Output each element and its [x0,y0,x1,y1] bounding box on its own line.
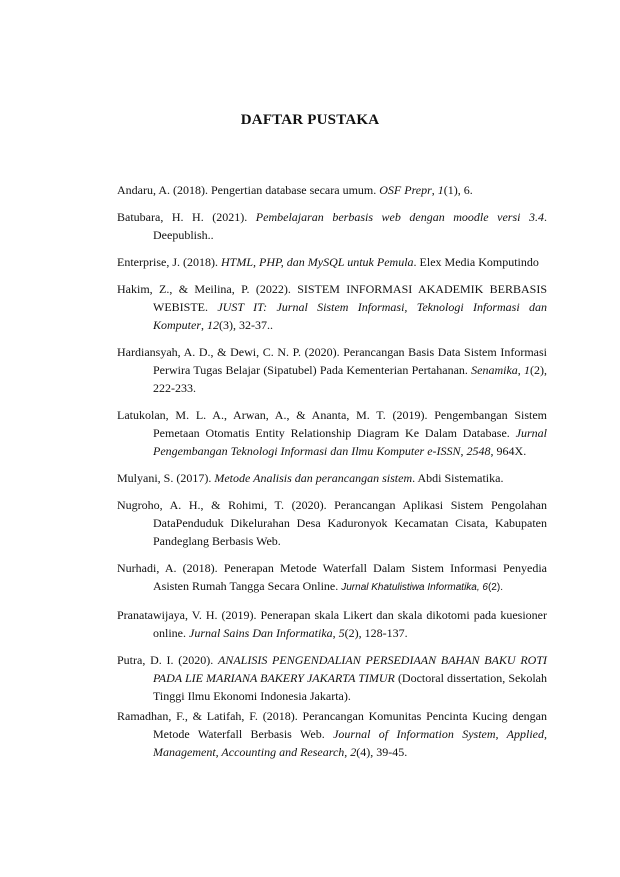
reference-italic-text: 12 [207,318,219,332]
reference-text: (4), 39-45. [356,745,408,759]
reference-text: (1), 6. [443,183,473,197]
reference-italic-text: 2548 [466,444,491,458]
reference-italic-text: Metode Analisis dan perancangan sistem [214,471,413,485]
reference-italic-text: ANALISIS PENGENDALIAN PERSEDIAAN BAHAN BAKU ROTI PADA LIE MARIANA BAKERY JAKARTA TIMUR [153,653,548,685]
reference-entry [117,707,547,761]
reference-entry [117,181,547,199]
reference-entry [117,343,547,397]
reference-text: (2). [487,582,503,593]
reference-text: (2), 222-233. [153,363,548,395]
reference-entry [117,469,547,487]
reference-text: , [332,626,339,640]
reference-text: . Elex Media Komputindo [413,255,539,269]
page-title: DAFTAR PUSTAKA [240,112,380,128]
reference-italic-text: 1 [524,363,531,377]
reference-text: Nugroho, A. H., & Rohimi, T. (2020). Perancangan Aplikasi Sistem Pengolahan DataPenduduk Dikelurahan Desa Kaduronyok Kecamatan Cisata, Kabupaten Pandeglang Berbasis Web. [117,498,547,548]
reference-text: . Abdi Sistematika. [412,471,504,485]
reference-list [117,181,547,770]
reference-entry [117,559,547,597]
reference-text: , [431,183,438,197]
reference-italic-text: HTML, PHP, dan MySQL untuk Pemula [220,255,414,269]
reference-italic-text: Jurnal Pengembangan Teknologi Informasi dan Ilmu Komputer e-ISSN [153,426,547,458]
reference-text: , [460,444,467,458]
reference-italic-text: 5 [338,626,345,640]
reference-italic-text: Pembelajaran berbasis web dengan moodle versi 3.4 [255,210,544,224]
reference-italic-text: Senamika [471,363,518,377]
reference-text: Batubara, H. H. (2021). [117,210,256,224]
reference-text: Hakim, Z., & Meilina, P. (2022). SISTEM INFORMASI AKADEMIK BERBASIS WEBISTE. [117,282,547,314]
reference-text: Mulyani, S. (2017). [117,471,215,485]
reference-text: Putra, D. I. (2020). [117,653,218,667]
reference-entry [117,606,547,642]
reference-text: (3), 32-37.. [219,318,273,332]
reference-italic-text: 1 [437,183,444,197]
reference-entry [117,280,547,334]
reference-text: Latukolan, M. L. A., Arwan, A., & Ananta, M. T. (2019). Pengembangan Sistem Pemetaan Otomatis Entity Relationship Diagram Ke Dalam Database. [117,408,547,440]
reference-italic-text: Journal of Information System, Applied, Management, Accounting and Research [153,727,547,759]
reference-text: Nurhadi, A. (2018). Penerapan Metode Waterfall Dalam Sistem Informasi Penyedia Asisten Rumah Tangga Secara Online. [117,561,547,593]
reference-italic-text: JUST IT: Jurnal Sistem Informasi, Teknologi Informasi dan Komputer [153,300,547,332]
reference-text: Ramadhan, F., & Latifah, F. (2018). Perancangan Komunitas Pencinta Kucing dengan Metode Waterfall Berbasis Web. [117,709,547,741]
reference-text: , [344,745,351,759]
reference-text: . Deepublish.. [153,210,547,242]
reference-entry [117,496,547,550]
reference-entry [117,651,547,705]
reference-text: Enterprise, J. (2018). [117,255,221,269]
reference-entry [117,253,547,271]
reference-text: Andaru, A. (2018). Pengertian database secara umum. [117,183,380,197]
reference-text: (Doctoral dissertation, Sekolah Tinggi Ilmu Ekonomi Indonesia Jakarta). [153,671,547,703]
reference-entry [117,208,547,244]
reference-text: Pranatawijaya, V. H. (2019). Penerapan skala Likert dan skala dikotomi pada kuesioner online. [117,608,547,640]
reference-text: , [201,318,207,332]
reference-entry [117,406,547,460]
reference-italic-text: OSF Prepr [379,183,432,197]
reference-italic-text: 2 [350,745,357,759]
reference-text: Hardiansyah, A. D., & Dewi, C. N. P. (2020). Perancangan Basis Data Sistem Informasi Perwira Tugas Belajar (Sipatubel) Pada Kementerian Pertahanan. [117,345,547,377]
reference-text: , [517,363,525,377]
reference-italic-text: Jurnal Sains Dan Informatika [189,626,333,640]
reference-italic-text: Jurnal Khatulistiwa Informatika, 6 [341,582,488,593]
reference-text: , 964X. [490,444,527,458]
reference-text: (2), 128-137. [344,626,408,640]
